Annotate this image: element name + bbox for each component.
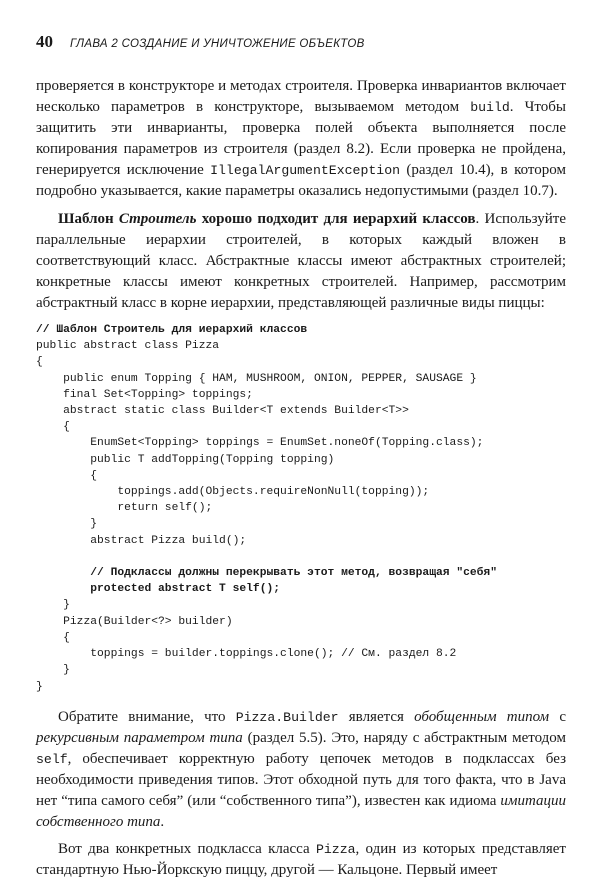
paragraph-concrete-subclasses [36,839,566,881]
code-line: abstract Pizza build(); [36,534,247,547]
code-line: public T addTopping(Topping topping) [36,453,335,466]
code-line: } [36,518,98,531]
code-line: return self(); [36,502,213,515]
code-line: toppings.add(Objects.requireNonNull(topping)); [36,486,430,499]
code-line: public abstract class Pizza [36,340,220,353]
bold-text: Шаблон [58,210,119,227]
page-body [36,76,566,881]
text-run: проверяется в конструкторе и методах строителя. Проверка инвариантов включает несколько параметров в конструкторе, вызываемом методом [36,78,566,116]
chapter-title: ГЛАВА 2 СОЗДАНИЕ И УНИЧТОЖЕНИЕ ОБЪЕКТОВ [70,38,365,50]
text-run: . Используйте параллельные иерархии строителей, в которых каждый вложен в соответствующий класс. Абстрактные классы имеют абстрактных строителей; конкретные классы имеют конкретных строителей. Например, рассмотрим абстрактный класс в корне иерархии, представляющей различные виды пиццы: [36,210,566,311]
code-line: public enum Topping { HAM, MUSHROOM, ONION, PEPPER, SAUSAGE } [36,372,477,385]
paragraph-recursive-type [36,707,566,834]
code-line: // Подклассы должны перекрывать этот метод, возвращая "себя" [36,567,497,580]
paragraph-builder-hierarchy [36,209,566,314]
code-line: abstract static class Builder<T extends Builder<T>> [36,405,409,418]
text-run: с [549,708,566,725]
text-run: . [160,814,165,831]
page-number: 40 [36,32,53,51]
inline-code: build [470,100,510,116]
text-run: , один из которых представляет стандартную Нью-Йоркскую пиццу, другой — Кальцоне. Первый имеет [36,841,566,879]
text-run: , обеспечивает корректную работу цепочек методов в подклассах без необходимости приведения типов. Этот обходной путь для того факта, что в Java нет “типа самого себя” (или “собственного типа”), известен как идиома [36,750,566,810]
italic-text: рекурсивным параметром типа [36,729,243,746]
text-run: (раздел 5.5). Это, наряду с абстрактным методом [242,729,566,746]
text-run: Обратите внимание, что [58,708,236,725]
code-line: final Set<Topping> toppings; [36,388,253,401]
code-line: EnumSet<Topping> toppings = EnumSet.noneOf(Topping.class); [36,437,484,450]
text-run: Вот два конкретных подкласса класса [58,841,316,858]
running-header [36,32,566,54]
code-line: } [36,664,70,677]
text-run: является [338,708,415,725]
text-run: . Чтобы защитить эти инварианты, проверка полей объекта выполняется после копирования параметров из строителя (раздел 8.2). Если проверка не пройдена, генерируется исключение [36,99,566,179]
inline-code: IllegalArgumentException [210,163,401,179]
code-line: } [36,599,70,612]
code-listing [36,322,566,695]
code-line: { [36,421,70,434]
italic-text: обобщенным типом [414,708,550,725]
code-line: toppings = builder.toppings.clone(); // См. раздел 8.2 [36,648,457,661]
code-line: Pizza(Builder<?> builder) [36,615,233,628]
text-run: (раздел 10.4), в котором подробно указывается, какие параметры оказались недопустимыми (раздел 10.7). [36,162,566,200]
italic-text: имитации собственного типа [36,793,566,831]
bold-italic-text: Строитель [118,210,197,227]
code-line [36,549,566,565]
code-line: { [36,469,98,482]
code-line: } [36,680,43,693]
code-line: { [36,356,43,369]
inline-code: Pizza [315,842,356,858]
code-line: // Шаблон Строитель для иерархий классов [36,324,308,337]
inline-code: Pizza.Builder [235,709,339,725]
paragraph-invariants [36,76,566,203]
code-line: { [36,631,70,644]
code-line: protected abstract T self(); [36,583,281,596]
inline-code: self [36,751,68,767]
bold-text: хорошо подходит для иерархий классов [196,210,476,227]
